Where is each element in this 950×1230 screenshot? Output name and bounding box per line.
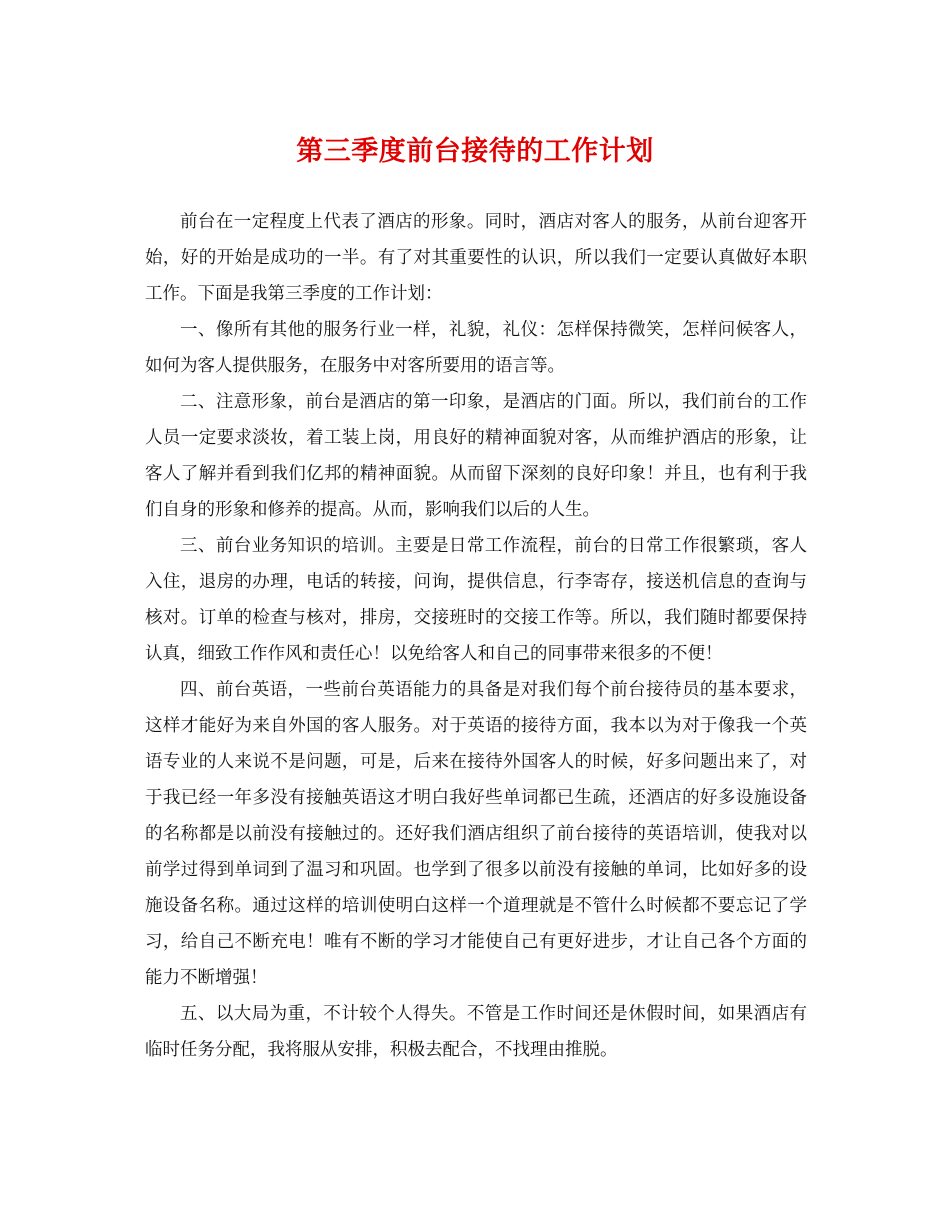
document-body <box>145 204 807 1068</box>
paragraph-item-5: 五、以大局为重，不计较个人得失。不管是工作时间还是休假时间，如果酒店有临时任务分配，我将服从安排，积极去配合，不找理由推脱。 <box>145 1004 807 1060</box>
paragraph-intro: 前台在一定程度上代表了酒店的形象。同时，酒店对客人的服务，从前台迎客开始，好的开始是成功的一半。有了对其重要性的认识，所以我们一定要认真做好本职工作。下面是我第三季度的工作计划： <box>145 212 807 304</box>
paragraph-item-2: 二、注意形象，前台是酒店的第一印象，是酒店的门面。所以，我们前台的工作人员一定要求淡妆，着工装上岗，用良好的精神面貌对客，从而维护酒店的形象，让客人了解并看到我们亿邦的精神面貌。从而留下深刻的良好印象！并且，也有利于我们自身的形象和修养的提高。从而，影响我们以后的人生。 <box>145 392 807 520</box>
paragraph-item-1: 一、像所有其他的服务行业一样，礼貌，礼仪：怎样保持微笑，怎样问候客人，如何为客人提供服务，在服务中对客所要用的语言等。 <box>145 320 807 376</box>
paragraph-item-3: 三、前台业务知识的培训。主要是日常工作流程，前台的日常工作很繁琐，客人入住，退房的办理，电话的转接，问询，提供信息，行李寄存，接送机信息的查询与核对。订单的检查与核对，排房，交接班时的交接工作等。所以，我们随时都要保持认真，细致工作作风和责任心！以免给客人和自己的同事带来很多的不便！ <box>145 536 807 664</box>
paragraph-item-4: 四、前台英语，一些前台英语能力的具备是对我们每个前台接待员的基本要求，这样才能好为来自外国的客人服务。对于英语的接待方面，我本以为对于像我一个英语专业的人来说不是问题，可是，后来在接待外国客人的时候，好多问题出来了，对于我已经一年多没有接触英语这才明白我好些单词都已生疏，还酒店的好多设施设备的名称都是以前没有接触过的。还好我们酒店组织了前台接待的英语培训，使我对以前学过得到单词到了温习和巩固。也学到了很多以前没有接触的单词，比如好多的设施设备名称。通过这样的培训使明白这样一个道理就是不管什么时候都不要忘记了学习，给自己不断充电！唯有不断的学习才能使自己有更好进步，才让自己各个方面的能力不断增强！ <box>145 680 807 988</box>
document-title: 第三季度前台接待的工作计划 <box>296 136 654 167</box>
